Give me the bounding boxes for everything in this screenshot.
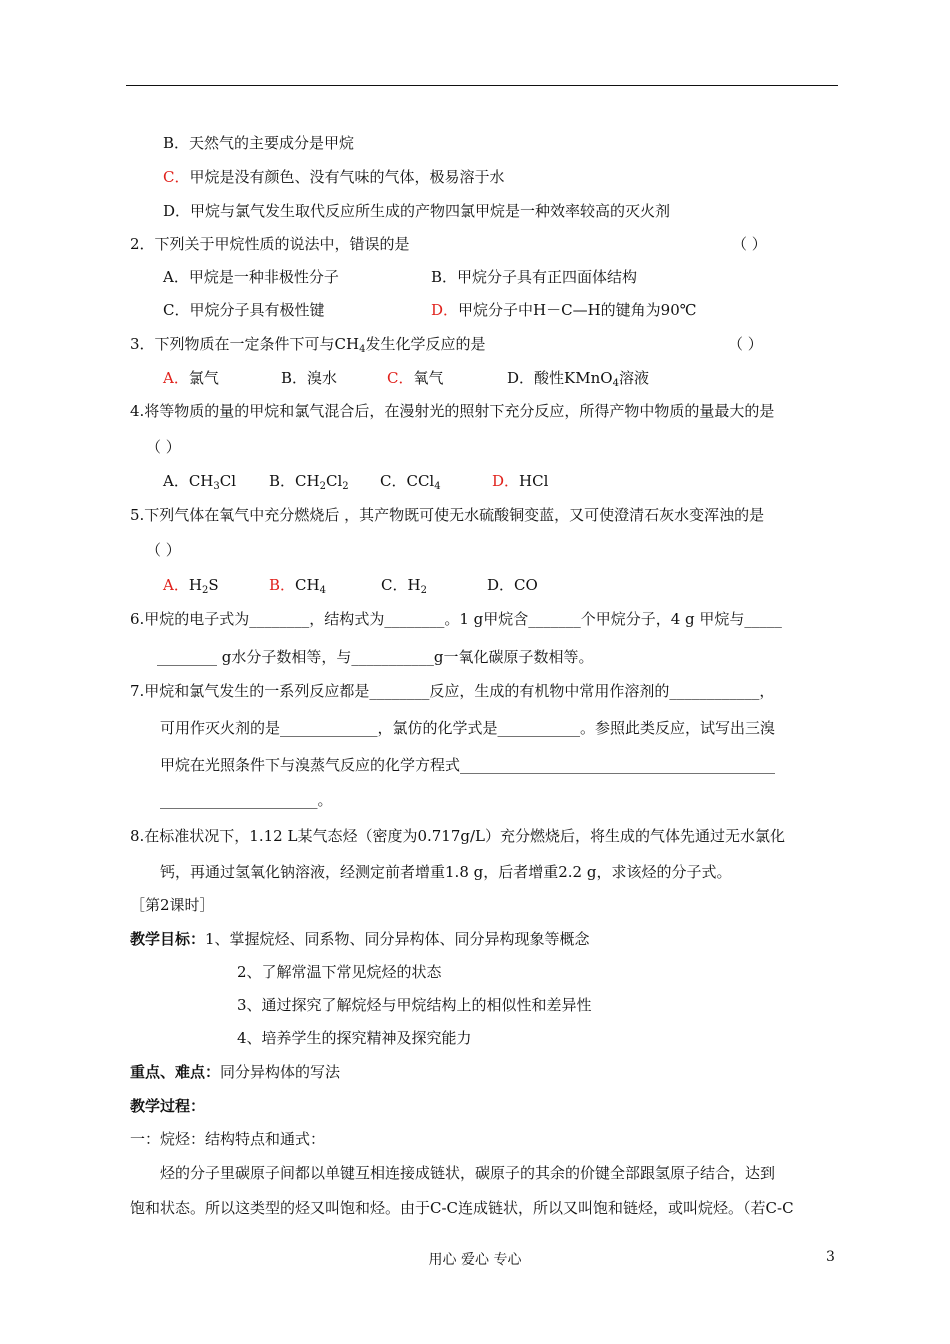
section-1-title: 一：烷烃：结构特点和通式：	[130, 1130, 326, 1148]
q2-option-b: B．甲烷分子具有正四面体结构	[431, 268, 638, 286]
q3-option-d-a: D．酸性KMnO	[507, 369, 613, 387]
q5-option-a-letter: A．	[163, 576, 189, 594]
q4-option-d-letter: D．	[492, 472, 520, 490]
q3-option-d-sub: 4	[612, 378, 619, 389]
teaching-goals-label: 教学目标：	[130, 930, 206, 948]
q4-option-b-a: B．CH	[269, 472, 320, 490]
q4-stem: 4.将等物质的量的甲烷和氯气混合后，在漫射光的照射下充分反应，所得产物中物质的量最大的是	[130, 402, 775, 420]
goal-4: 4、培养学生的探究精神及探究能力	[237, 1029, 472, 1047]
q3-option-d-b: 溶液	[618, 369, 649, 387]
q7-line-1: 7.甲烷和氯气发生的一系列反应都是________反应，生成的有机物中常用作溶剂的____________，	[130, 682, 775, 700]
page-number: 3	[826, 1249, 835, 1265]
q3-stem-a: 3．下列物质在一定条件下可与CH	[130, 335, 360, 353]
q7-line-2: 可用作灭火剂的是_____________，氯仿的化学式是___________。参照此类反应，试写出三溴	[160, 719, 776, 737]
q5-option-a-sub: 2	[201, 585, 209, 596]
q5-option-c-sub: 2	[420, 585, 427, 596]
q3-option-c	[387, 368, 444, 388]
q4-option-a-sub: 3	[213, 481, 220, 492]
key-points	[130, 1062, 340, 1082]
q3-option-c-text: 氧气	[413, 369, 444, 387]
q5-option-d: D．CO	[487, 576, 538, 594]
q3-option-b: B．溴水	[281, 369, 338, 387]
q2-stem: 2．下列关于甲烷性质的说法中，错误的是	[130, 235, 410, 253]
q1-option-c-text: 甲烷是没有颜色、没有气味的气体，极易溶于水	[189, 168, 505, 186]
paragraph-line-2: 饱和状态。所以这类型的烃又叫饱和烃。由于C-C连成链状，所以又叫饱和链烃，或叫烷烃。（若C-C	[130, 1199, 794, 1217]
q4-option-b-b: Cl	[325, 472, 343, 490]
q4-option-b	[269, 471, 349, 491]
q1-option-c-letter: C．	[163, 168, 190, 186]
q1-option-d: D．甲烷与氯气发生取代反应所生成的产物四氯甲烷是一种效率较高的灭火剂	[163, 202, 671, 220]
goal-3: 3、通过探究了解烷烃与甲烷结构上的相似性和差异性	[237, 996, 592, 1014]
paragraph-line-1: 烃的分子里碳原子间都以单键互相连接成链状，碳原子的其余的价键全部跟氢原子结合，达到	[160, 1164, 776, 1182]
q4-option-d	[492, 471, 548, 491]
goal-1: 1、掌握烷烃、同系物、同分异构体、同分异构现象等概念	[205, 930, 590, 948]
q4-answer-blank: （ ）	[146, 438, 181, 456]
q5-answer-blank: （ ）	[146, 541, 181, 559]
q5-stem: 5.下列气体在氧气中充分燃烧后 ，其产物既可使无水硫酸铜变蓝，又可使澄清石灰水变浑浊的是	[130, 506, 765, 524]
q5-option-c	[381, 575, 427, 595]
q2-option-d	[431, 300, 697, 320]
q5-option-a-b: S	[208, 576, 219, 594]
q6-line-2: ________ g水分子数相等，与___________g一氧化碳原子数相等。	[157, 648, 594, 666]
q2-answer-blank: （ ）	[732, 235, 767, 253]
page-footer: 用心 爱心 专心	[428, 1252, 522, 1268]
q3-option-a	[163, 368, 219, 388]
q5-option-a-a: H	[188, 576, 202, 594]
q8-line-1: 8.在标准状况下，1.12 L某气态烃（密度为0.717g/L）充分燃烧后，将生成的气体先通过无水氯化	[130, 827, 786, 845]
q4-option-a-b: Cl	[219, 472, 237, 490]
q4-option-c	[380, 471, 441, 491]
q3-stem-b: 发生化学反应的是	[365, 335, 486, 353]
q4-option-c-sub: 4	[434, 481, 441, 492]
q5-option-b-a: CH	[295, 576, 320, 594]
q4-option-d-text: HCl	[519, 472, 549, 490]
goal-2: 2、了解常温下常见烷烃的状态	[237, 963, 442, 981]
q1-option-b: B．天然气的主要成分是甲烷	[163, 134, 355, 152]
q7-line-3: 甲烷在光照条件下与溴蒸气反应的化学方程式__________________________________________	[160, 756, 776, 774]
q2-option-d-letter: D．	[431, 301, 459, 319]
lesson2-heading: ［第2课时］	[130, 896, 215, 914]
q3-stem-sub: 4	[359, 344, 366, 355]
q5-option-b	[269, 575, 326, 595]
q2-option-c: C．甲烷分子具有极性键	[163, 301, 325, 319]
key-points-label: 重点、难点：	[130, 1063, 221, 1081]
q3-option-d	[507, 368, 649, 388]
header-rule	[126, 85, 838, 86]
process-label: 教学过程：	[130, 1097, 206, 1115]
q7-line-4: _____________________。	[160, 791, 333, 809]
q4-option-b-sub2: 2	[342, 481, 349, 492]
q4-option-a	[163, 471, 236, 491]
q6-line-1: 6.甲烷的电子式为________，结构式为________。1 g甲烷含_______个甲烷分子，4 g 甲烷与_____	[130, 610, 782, 628]
q4-option-c-a: C．CCl	[380, 472, 435, 490]
teaching-goals	[130, 929, 590, 949]
q4-option-b-sub1: 2	[319, 481, 326, 492]
q3-option-c-letter: C．	[387, 369, 414, 387]
q4-option-a-a: A．CH	[163, 472, 214, 490]
q5-option-c-a: C．H	[381, 576, 421, 594]
q5-option-a	[163, 575, 219, 595]
q3-option-a-letter: A．	[163, 369, 189, 387]
q2-option-a: A．甲烷是一种非极性分子	[163, 268, 339, 286]
q8-line-2: 钙，再通过氢氧化钠溶液，经测定前者增重1.8 g，后者增重2.2 g，求该烃的分子式。	[160, 863, 732, 881]
q5-option-b-sub: 4	[319, 585, 326, 596]
q5-option-b-letter: B．	[269, 576, 296, 594]
q3-stem	[130, 334, 486, 354]
q3-option-a-text: 氯气	[188, 369, 219, 387]
q2-option-d-text: 甲烷分子中H－C—H的键角为90℃	[458, 301, 697, 319]
q1-option-c	[163, 167, 505, 187]
key-points-text: 同分异构体的写法	[220, 1063, 341, 1081]
q3-answer-blank: （ ）	[728, 335, 763, 353]
